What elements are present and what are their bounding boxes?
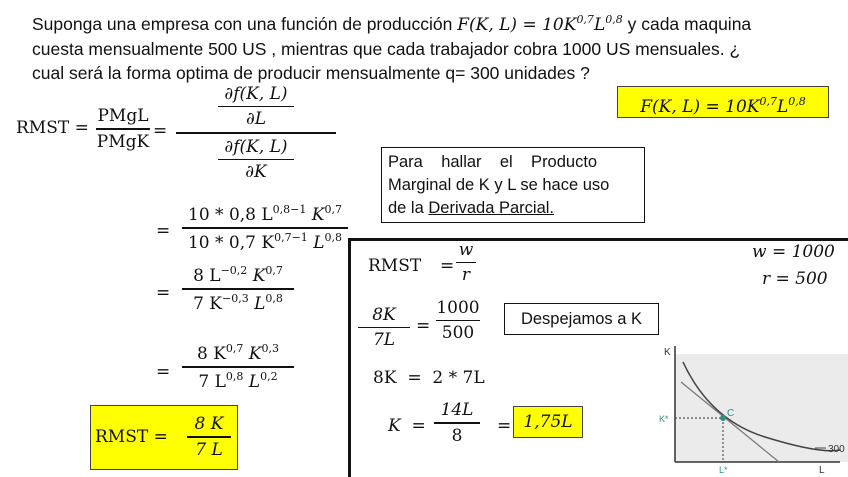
final-rmst-label: RMST =	[95, 427, 168, 447]
problem-line-2: cuesta mensualmente 500 US , mientras que cada trabajador cobra 1000 US mensuales. ¿	[32, 39, 741, 59]
problem-text-b: y cada maquina	[627, 14, 752, 34]
pf-exp1: 0,7	[576, 13, 594, 26]
fraction-bar	[182, 227, 348, 229]
problem-line-3: cual será la forma optima de producir mensualmente q= 300 unidades ?	[32, 63, 590, 83]
r-value: r = 500	[762, 269, 828, 289]
df-dL-den: ∂L	[245, 109, 267, 129]
num-1000: 1000	[436, 298, 480, 318]
rmst-label: RMST =	[16, 118, 89, 138]
note-line-3	[388, 197, 638, 220]
right-eq: =	[416, 316, 431, 336]
step1-equals: =	[156, 221, 171, 241]
df-dL	[218, 84, 294, 129]
t: 8 L	[193, 266, 221, 286]
note-line-2: Marginal de K y L se hace uso	[388, 176, 610, 194]
e: 0,2	[260, 370, 278, 383]
k-star-label: K*	[659, 414, 669, 424]
r: r	[461, 265, 471, 285]
t: L	[307, 233, 325, 253]
fraction-bar	[218, 106, 294, 107]
optimum-point	[720, 415, 726, 421]
step3-den	[198, 370, 277, 392]
t: K	[306, 205, 325, 225]
t: K	[243, 344, 262, 364]
e: −0,3	[222, 292, 249, 305]
result-highlight: 1,75L	[513, 406, 583, 438]
despejamos-label: Despejamos a K	[504, 303, 659, 335]
step2-fraction	[182, 264, 294, 314]
t: 10 * 0,7 K	[187, 233, 275, 253]
point-c-label: C	[727, 408, 735, 419]
e: −0,2	[220, 264, 248, 277]
step1-den	[188, 231, 342, 253]
production-function-highlight	[617, 86, 829, 118]
fraction-bar	[436, 320, 480, 321]
isoquant-label: 300	[828, 444, 845, 455]
8K: 8K	[372, 305, 396, 325]
df-dK	[218, 137, 294, 182]
den-8: 8	[451, 426, 463, 446]
pmgk: PMgK	[96, 132, 150, 152]
y-axis-label: K	[664, 347, 671, 358]
note-line-1: Para hallar el Producto	[388, 153, 598, 171]
t: 7 L	[198, 372, 226, 392]
e: 0,8	[225, 370, 244, 383]
fraction-bar	[182, 288, 294, 290]
fraction-bar	[187, 436, 231, 438]
k-eq: =	[497, 416, 512, 436]
yf-exp2: 0,8	[788, 95, 806, 108]
fraction-bar	[358, 327, 410, 328]
right-rmst-label: RMST	[368, 256, 422, 276]
derivada-parcial-link[interactable]: Derivada Parcial.	[428, 199, 555, 217]
fraction-bar	[456, 262, 476, 263]
step2-num	[193, 264, 283, 286]
step1-num	[188, 203, 342, 225]
df-dK-den: ∂K	[245, 162, 267, 182]
final-num: 8 K	[194, 414, 224, 434]
1000-over-500	[436, 298, 480, 343]
8K-over-7L	[358, 305, 410, 350]
fraction-bar	[182, 366, 294, 368]
yf-exp1: 0,7	[759, 95, 777, 108]
production-function-inline	[457, 15, 623, 35]
pf-exp2: 0,8	[605, 13, 623, 26]
e: 0,3	[261, 342, 280, 355]
isoquant-graph	[655, 340, 848, 477]
step3-num	[197, 342, 279, 364]
e: 0,7	[265, 264, 283, 277]
x-axis-label: L	[819, 465, 825, 476]
14L: 14L	[440, 400, 474, 420]
t: L	[243, 372, 261, 392]
problem-line-1	[32, 8, 832, 37]
pf-left: F(K, L) = 10K	[457, 15, 577, 35]
e: 0,8−1	[272, 203, 307, 216]
main-fraction-bar	[176, 132, 336, 134]
df-dL-num: ∂f(K, L)	[224, 84, 288, 104]
t: K	[247, 266, 266, 286]
fraction-bar	[434, 422, 480, 424]
equals-sign: =	[153, 121, 168, 141]
equation-8K	[373, 368, 485, 388]
final-fraction	[187, 414, 231, 460]
14L-over-8	[434, 400, 480, 446]
w-value: w = 1000	[752, 242, 835, 262]
w: w	[458, 240, 474, 260]
problem-statement	[32, 8, 832, 85]
e: 0,8	[265, 292, 283, 305]
t: 7 K	[193, 294, 222, 314]
e: 0,7−1	[274, 231, 308, 244]
pmgl-over-pmgk	[96, 106, 150, 152]
note-text: de la	[388, 199, 429, 217]
step3-fraction	[182, 342, 294, 392]
den-500: 500	[441, 323, 475, 343]
e: 0,8	[324, 231, 342, 244]
pmgl: PMgL	[97, 106, 149, 126]
final-den: 7 L	[195, 440, 223, 460]
graph-background	[675, 354, 848, 462]
e: 0,7	[324, 203, 342, 216]
yf-left: F(K, L) = 10K	[640, 97, 760, 117]
problem-text-a: Suponga una empresa con una función de producción	[32, 14, 453, 34]
t: 8 K	[196, 344, 226, 364]
7L: 7L	[372, 330, 396, 350]
pf-L: L	[593, 15, 606, 35]
final-rmst-highlight	[90, 405, 238, 470]
w-over-r	[456, 240, 476, 285]
e: 0,7	[225, 342, 244, 355]
partial-derivative-ratio	[176, 84, 336, 182]
df-dK-num: ∂f(K, L)	[224, 137, 288, 157]
fraction-bar	[96, 128, 150, 130]
l-star-label: L*	[719, 465, 728, 475]
step1-fraction	[182, 203, 348, 253]
step3-equals: =	[156, 362, 171, 382]
t: 8K = 2 * 7L	[373, 368, 485, 388]
partial-derivative-note	[381, 147, 645, 223]
k-label: K =	[388, 416, 426, 436]
t: L	[248, 294, 266, 314]
t: 10 * 0,8 L	[188, 205, 273, 225]
right-rmst-eq: =	[440, 256, 455, 276]
yf-L: L	[776, 97, 789, 117]
fraction-bar	[218, 159, 294, 160]
step2-equals: =	[156, 283, 171, 303]
step2-den	[193, 292, 283, 314]
